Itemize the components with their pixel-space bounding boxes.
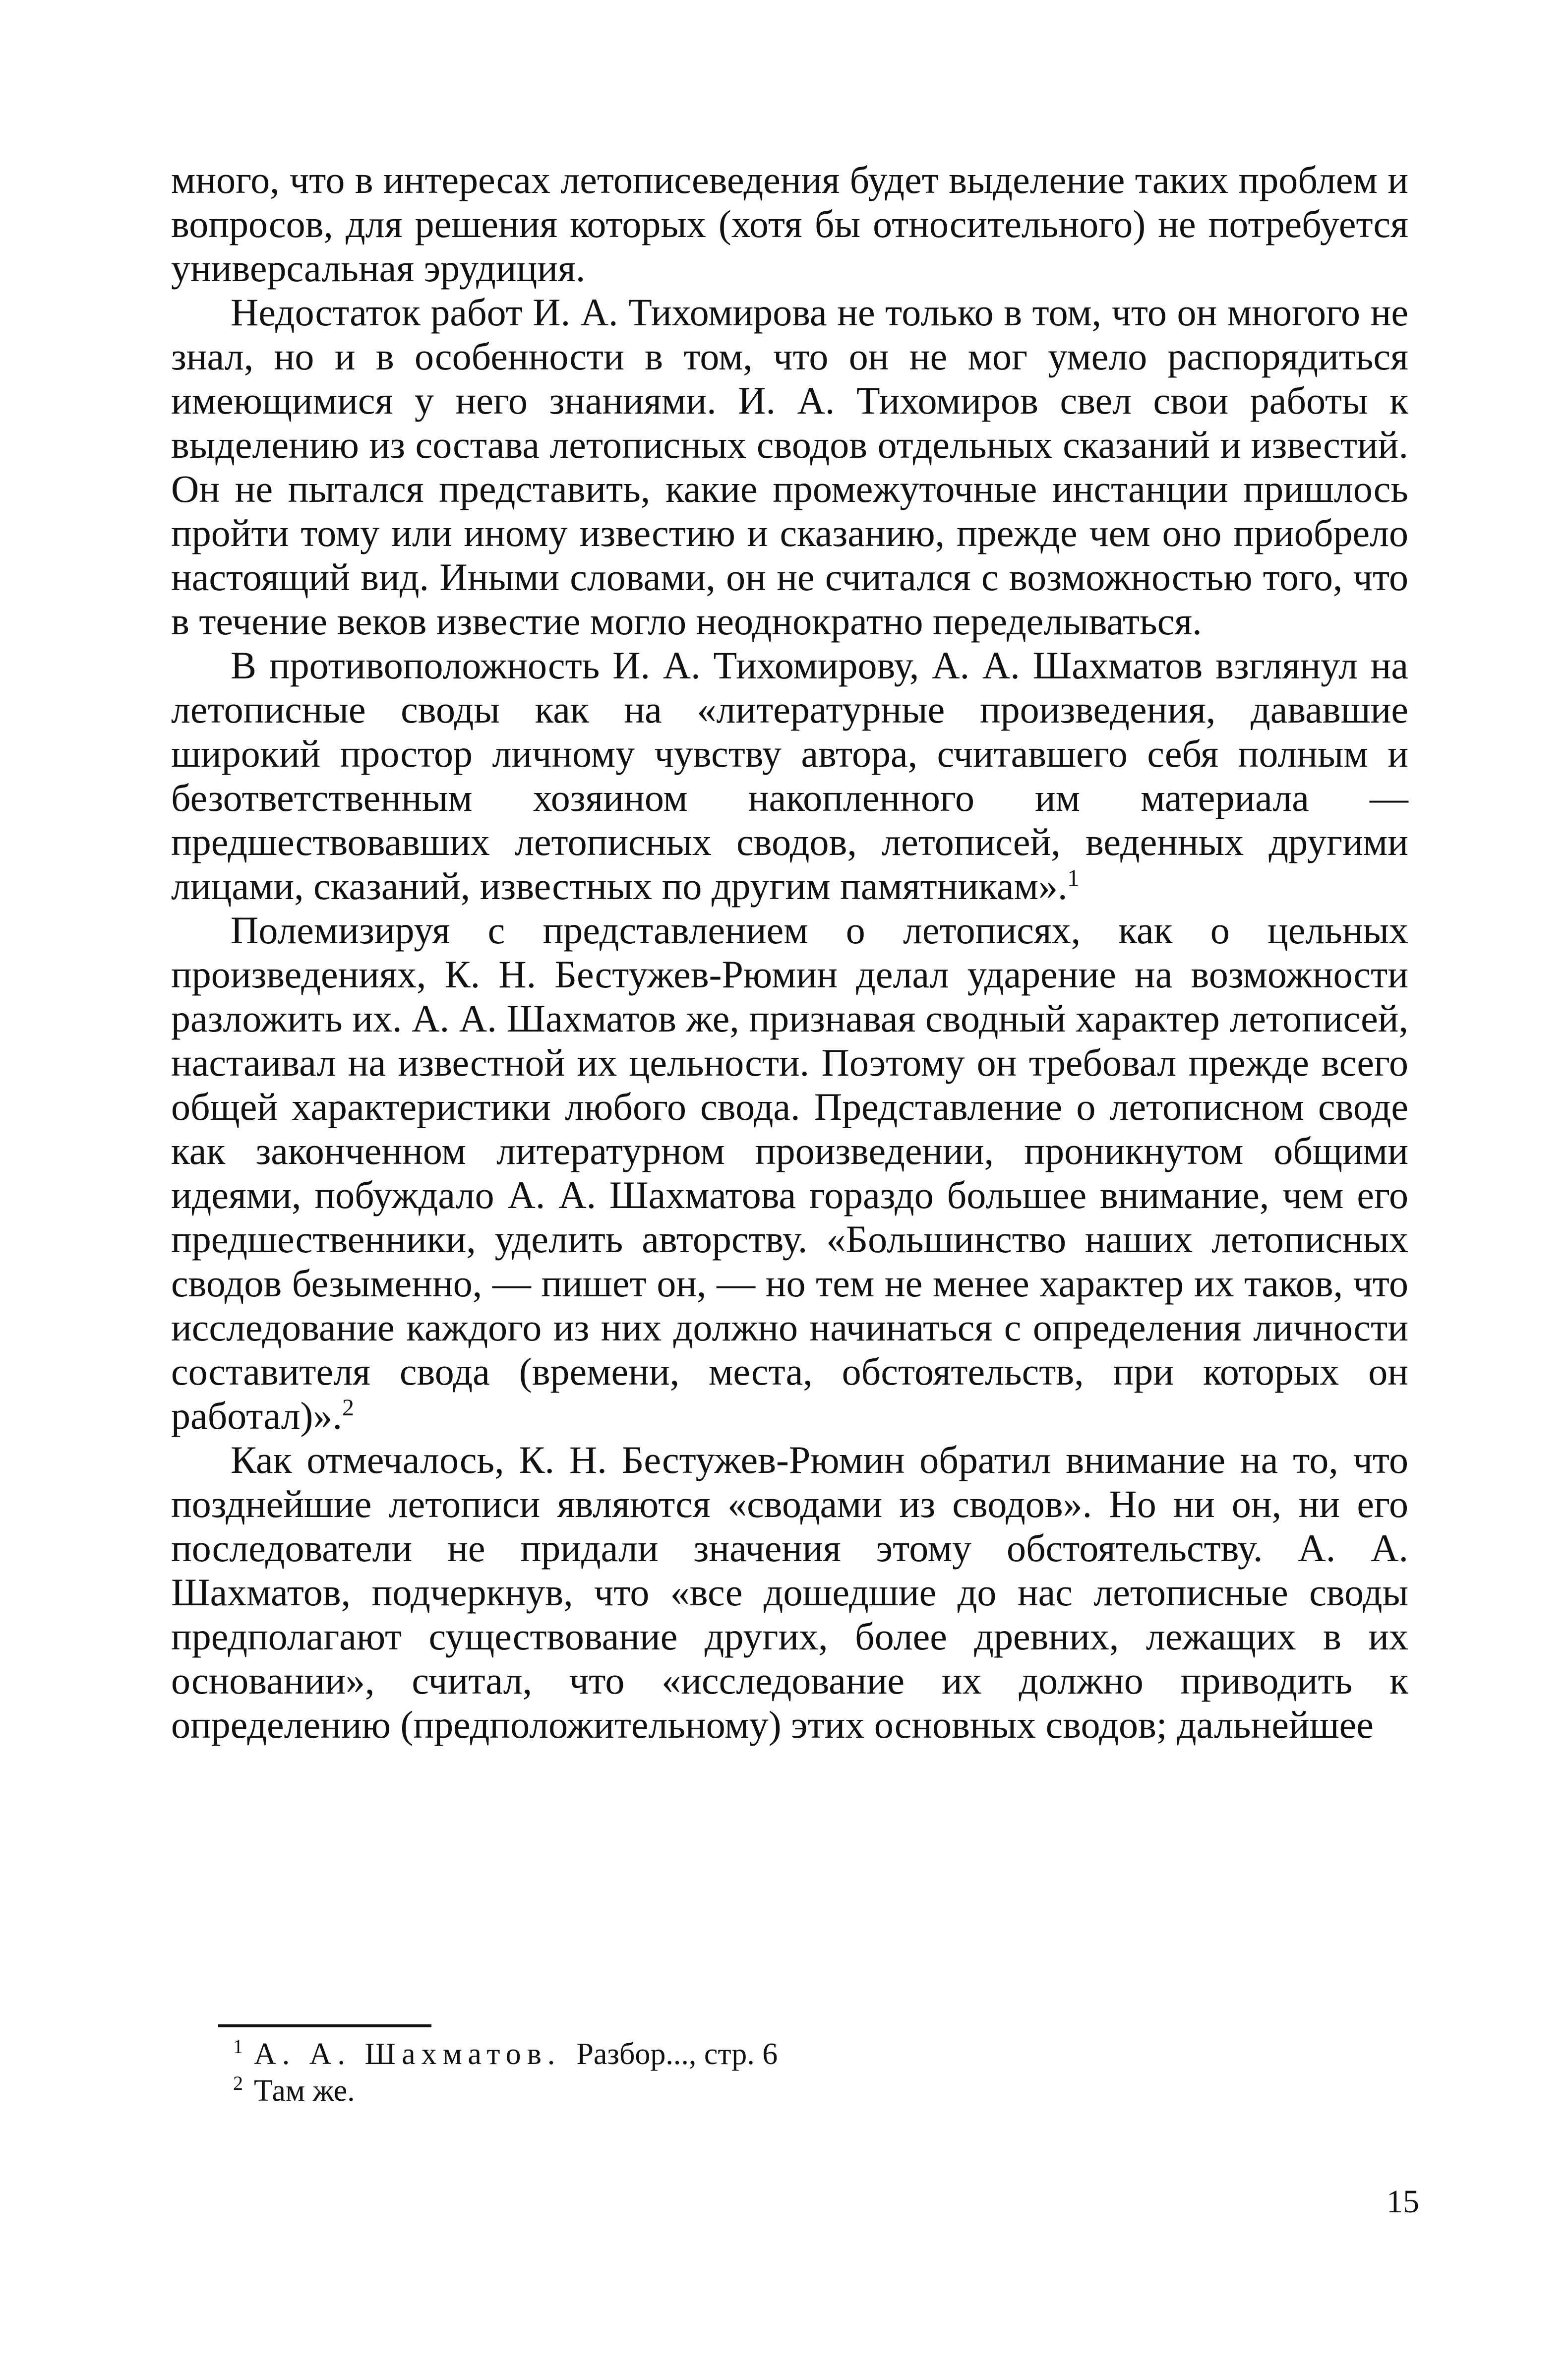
- footnote-1-mark: 1: [233, 2035, 243, 2058]
- footnote-separator: [218, 2024, 431, 2027]
- paragraph-5: [171, 1438, 1408, 1747]
- footnote-2-text: Там же.: [254, 2074, 355, 2108]
- paragraph-3: [171, 643, 1408, 908]
- paragraph-2: [171, 290, 1408, 643]
- paragraph-2-text: Недостаток работ И. А. Тихомирова не только в том, что он многого не знал, но и в особенности в том, что он не мог умело распорядиться имеющимися у него знаниями. И. А. Тихомиров свел свои работы к выделению из состава летописных сводов отдельных сказаний и известий. Он не пытался представить, какие промежуточные инстанции пришлось пройти тому или иному известию и сказанию, прежде чем оно приобрело настоящий вид. Иными словами, он не считался с возможностью того, что в течение веков известие могло неоднократно переделываться.: [171, 291, 1408, 643]
- page-number: 15: [1387, 2184, 1419, 2220]
- paragraph-4-text: Полемизируя с представлением о летописях, как о цельных произведениях, К. Н. Бестужев-Рюмин делал ударение на возможности разложить их. А. А. Шахматов же, признавая сводный характер летописей, настаивал на известной их цельности. Поэтому он требовал прежде всего общей характеристики любого свода. Представление о летописном своде как законченном литературном произведении, проникнутом общими идеями, побуждало А. А. Шахматова гораздо большее внимание, чем его предшественники, уделить авторству. «Большинство наших летописных сводов безыменно, — пишет он, — но тем не менее характер их таков, что исследование каждого из них должно начинаться с определения личности составителя свода (времени, места, обстоятельств, при которых он работал)».: [171, 909, 1408, 1437]
- footnote-1-author: А. А. Шахматов.: [254, 2037, 561, 2071]
- footnotes: [233, 2036, 1374, 2109]
- footnote-1-text: Разбор..., стр. 6: [576, 2037, 778, 2071]
- footnote-ref-2: 2: [342, 1395, 355, 1421]
- footnote-1: [233, 2036, 1374, 2072]
- paragraph-4: [171, 908, 1408, 1438]
- page-body: [171, 158, 1408, 1747]
- footnote-2: [233, 2072, 1374, 2109]
- paragraph-1-text: много, что в интересах летописеведения будет выделение таких проблем и вопросов, для решения которых (хотя бы относительного) не потребуется универсальная эрудиция.: [171, 158, 1408, 290]
- paragraph-3-text: В противоположность И. А. Тихомирову, А. А. Шахматов взглянул на летописные своды как на «литературные произведения, дававшие широкий простор личному чувству автора, считавшего себя полным и безответственным хозяином накопленного им материала — предшествовавших летописных сводов, летописей, веденных другими лицами, сказаний, известных по другим памятникам».: [171, 644, 1408, 908]
- footnote-2-mark: 2: [233, 2072, 243, 2095]
- footnote-ref-1: 1: [1067, 865, 1080, 891]
- paragraph-5-text: Как отмечалось, К. Н. Бестужев-Рюмин обратил внимание на то, что позднейшие летописи являются «сводами из сводов». Но ни он, ни его последователи не придали значения этому обстоятельству. А. А. Шахматов, подчеркнув, что «все дошедшие до нас летописные своды предполагают существование других, более древних, лежащих в их основании», считал, что «исследование их должно приводить к определению (предположительному) этих основных сводов; дальнейшее: [171, 1438, 1408, 1746]
- paragraph-1: [171, 158, 1408, 290]
